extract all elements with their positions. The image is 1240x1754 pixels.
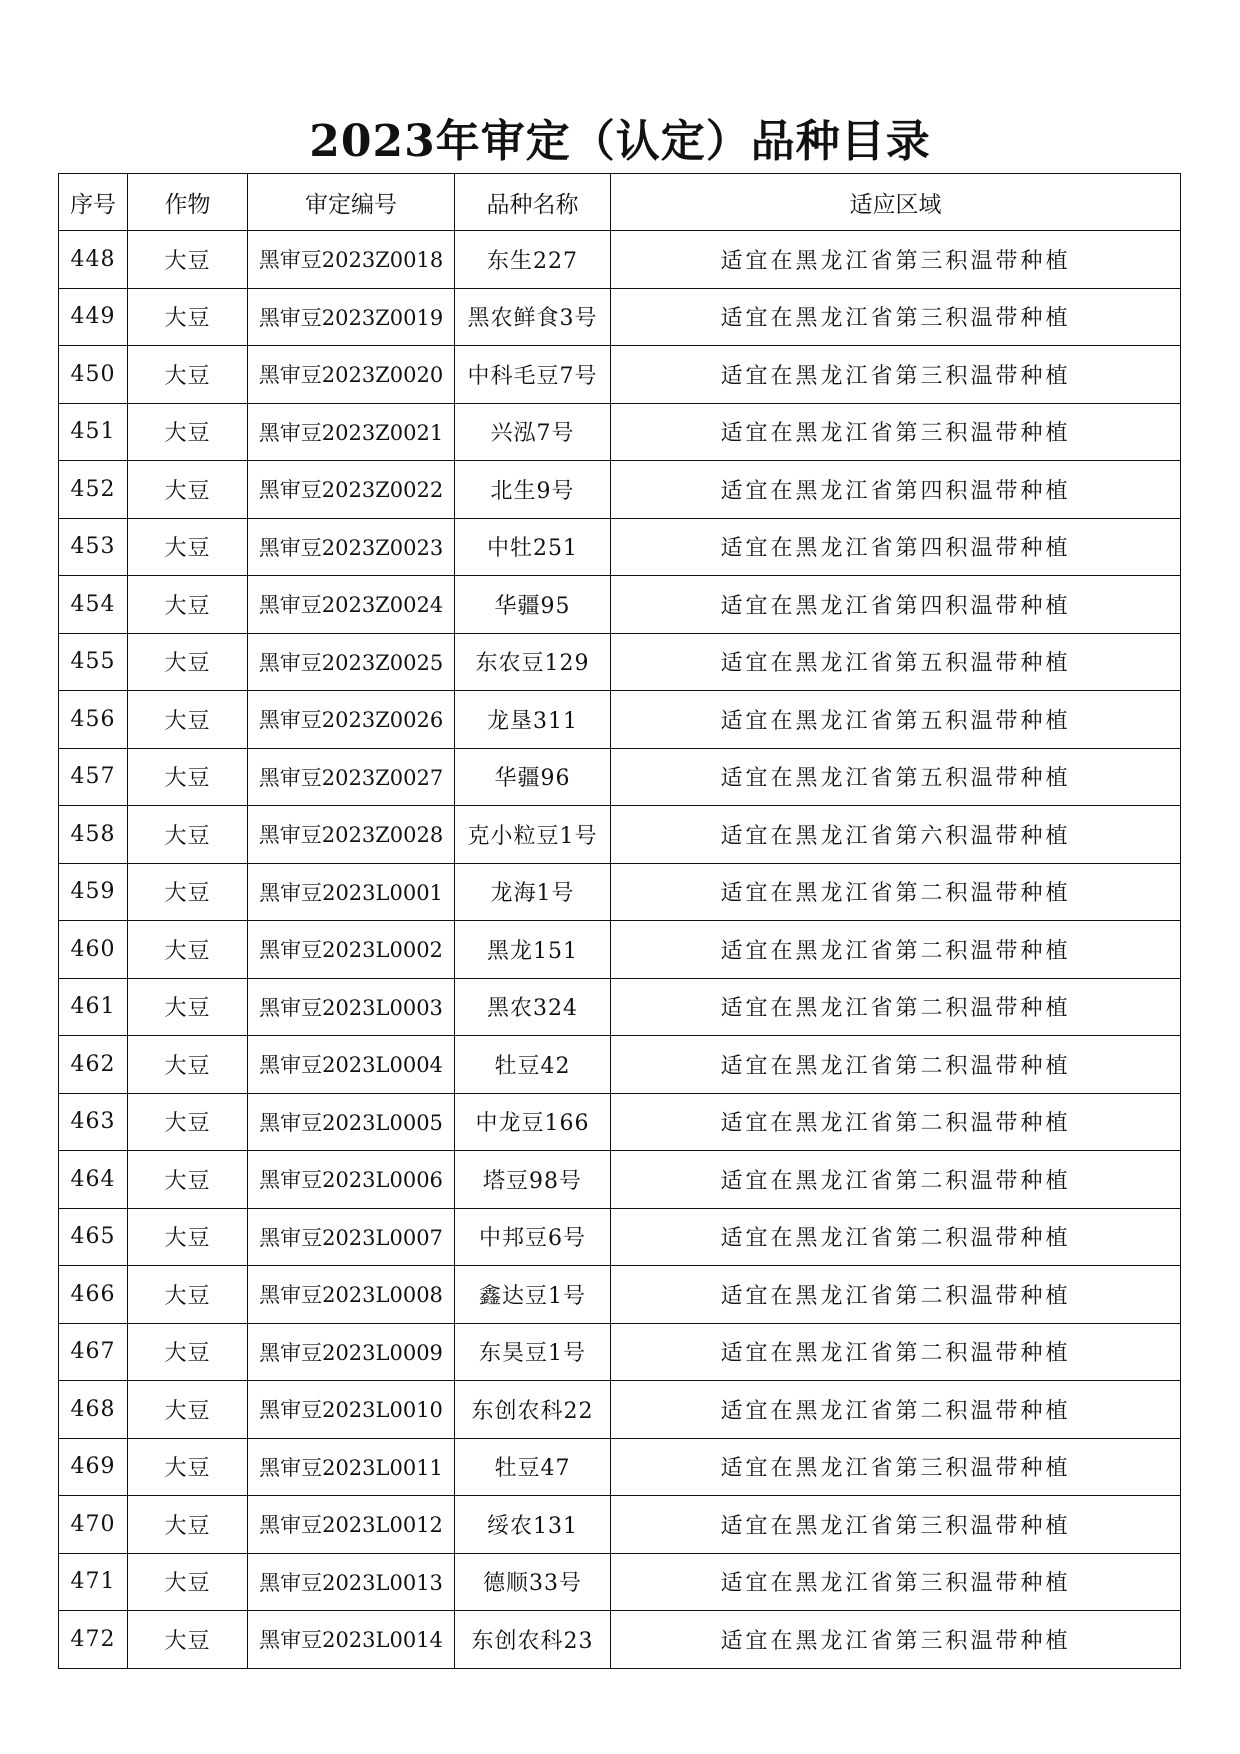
variety-catalog-table [58, 173, 1181, 1669]
cell-variety: 兴泓7号 [455, 403, 611, 461]
cell-crop: 大豆 [128, 518, 248, 576]
cell-code: 黑审豆2023Z0027 [248, 748, 455, 806]
cell-seq: 449 [59, 288, 128, 346]
cell-seq: 469 [59, 1438, 128, 1496]
cell-crop: 大豆 [128, 1496, 248, 1554]
cell-variety: 东创农科22 [455, 1381, 611, 1439]
cell-region: 适宜在黑龙江省第四积温带种植 [611, 461, 1181, 519]
page-title: 2023年审定（认定）品种目录 [309, 116, 931, 167]
cell-region: 适宜在黑龙江省第三积温带种植 [611, 288, 1181, 346]
cell-variety: 黑农324 [455, 978, 611, 1036]
cell-variety: 东农豆129 [455, 633, 611, 691]
cell-seq: 458 [59, 806, 128, 864]
cell-code: 黑审豆2023L0005 [248, 1093, 455, 1151]
cell-code: 黑审豆2023L0003 [248, 978, 455, 1036]
cell-crop: 大豆 [128, 633, 248, 691]
cell-region: 适宜在黑龙江省第二积温带种植 [611, 1323, 1181, 1381]
cell-region: 适宜在黑龙江省第五积温带种植 [611, 633, 1181, 691]
cell-crop: 大豆 [128, 863, 248, 921]
cell-region: 适宜在黑龙江省第三积温带种植 [611, 1438, 1181, 1496]
cell-crop: 大豆 [128, 921, 248, 979]
cell-seq: 451 [59, 403, 128, 461]
table-row [59, 518, 1181, 576]
cell-region: 适宜在黑龙江省第四积温带种植 [611, 576, 1181, 634]
cell-region: 适宜在黑龙江省第二积温带种植 [611, 863, 1181, 921]
table-row [59, 806, 1181, 864]
cell-code: 黑审豆2023L0010 [248, 1381, 455, 1439]
cell-variety: 牡豆47 [455, 1438, 611, 1496]
cell-code: 黑审豆2023Z0025 [248, 633, 455, 691]
cell-variety: 中科毛豆7号 [455, 346, 611, 404]
cell-variety: 绥农131 [455, 1496, 611, 1554]
header-region: 适应区域 [611, 174, 1181, 231]
cell-region: 适宜在黑龙江省第三积温带种植 [611, 346, 1181, 404]
cell-variety: 中邦豆6号 [455, 1208, 611, 1266]
cell-variety: 牡豆42 [455, 1036, 611, 1094]
cell-region: 适宜在黑龙江省第二积温带种植 [611, 921, 1181, 979]
cell-code: 黑审豆2023Z0026 [248, 691, 455, 749]
cell-variety: 东生227 [455, 231, 611, 289]
table-body [59, 231, 1181, 1669]
cell-seq: 455 [59, 633, 128, 691]
table-row [59, 978, 1181, 1036]
cell-code: 黑审豆2023L0014 [248, 1611, 455, 1669]
cell-seq: 457 [59, 748, 128, 806]
cell-variety: 北生9号 [455, 461, 611, 519]
cell-variety: 黑龙151 [455, 921, 611, 979]
cell-seq: 450 [59, 346, 128, 404]
cell-variety: 华疆95 [455, 576, 611, 634]
cell-region: 适宜在黑龙江省第五积温带种植 [611, 748, 1181, 806]
cell-seq: 453 [59, 518, 128, 576]
cell-variety: 克小粒豆1号 [455, 806, 611, 864]
cell-region: 适宜在黑龙江省第三积温带种植 [611, 1611, 1181, 1669]
table-row [59, 633, 1181, 691]
cell-region: 适宜在黑龙江省第三积温带种植 [611, 1496, 1181, 1554]
cell-region: 适宜在黑龙江省第五积温带种植 [611, 691, 1181, 749]
cell-seq: 464 [59, 1151, 128, 1209]
cell-crop: 大豆 [128, 978, 248, 1036]
header-variety: 品种名称 [455, 174, 611, 231]
cell-seq: 459 [59, 863, 128, 921]
cell-variety: 中龙豆166 [455, 1093, 611, 1151]
cell-region: 适宜在黑龙江省第三积温带种植 [611, 403, 1181, 461]
cell-variety: 塔豆98号 [455, 1151, 611, 1209]
cell-code: 黑审豆2023Z0028 [248, 806, 455, 864]
cell-seq: 456 [59, 691, 128, 749]
table-row [59, 346, 1181, 404]
table-row [59, 863, 1181, 921]
table-header-row [59, 174, 1181, 231]
cell-seq: 454 [59, 576, 128, 634]
cell-crop: 大豆 [128, 231, 248, 289]
table-row [59, 1093, 1181, 1151]
cell-code: 黑审豆2023L0001 [248, 863, 455, 921]
cell-code: 黑审豆2023Z0021 [248, 403, 455, 461]
cell-region: 适宜在黑龙江省第二积温带种植 [611, 1208, 1181, 1266]
table-row [59, 1208, 1181, 1266]
cell-code: 黑审豆2023L0004 [248, 1036, 455, 1094]
cell-seq: 470 [59, 1496, 128, 1554]
cell-code: 黑审豆2023L0012 [248, 1496, 455, 1554]
cell-variety: 龙垦311 [455, 691, 611, 749]
cell-variety: 东昊豆1号 [455, 1323, 611, 1381]
table-row [59, 1323, 1181, 1381]
cell-crop: 大豆 [128, 806, 248, 864]
cell-region: 适宜在黑龙江省第二积温带种植 [611, 1266, 1181, 1324]
cell-code: 黑审豆2023L0006 [248, 1151, 455, 1209]
cell-seq: 463 [59, 1093, 128, 1151]
cell-code: 黑审豆2023L0013 [248, 1553, 455, 1611]
header-seq: 序号 [59, 174, 128, 231]
cell-crop: 大豆 [128, 748, 248, 806]
cell-crop: 大豆 [128, 1208, 248, 1266]
cell-crop: 大豆 [128, 461, 248, 519]
cell-seq: 465 [59, 1208, 128, 1266]
table-row [59, 576, 1181, 634]
table-row [59, 1266, 1181, 1324]
table-row [59, 461, 1181, 519]
cell-variety: 德顺33号 [455, 1553, 611, 1611]
cell-crop: 大豆 [128, 403, 248, 461]
cell-crop: 大豆 [128, 1381, 248, 1439]
cell-region: 适宜在黑龙江省第二积温带种植 [611, 1151, 1181, 1209]
cell-region: 适宜在黑龙江省第四积温带种植 [611, 518, 1181, 576]
cell-seq: 466 [59, 1266, 128, 1324]
cell-variety: 华疆96 [455, 748, 611, 806]
table-row [59, 1496, 1181, 1554]
cell-crop: 大豆 [128, 288, 248, 346]
cell-region: 适宜在黑龙江省第二积温带种植 [611, 1093, 1181, 1151]
cell-code: 黑审豆2023Z0023 [248, 518, 455, 576]
cell-code: 黑审豆2023Z0019 [248, 288, 455, 346]
cell-variety: 黑农鲜食3号 [455, 288, 611, 346]
header-code: 审定编号 [248, 174, 455, 231]
table-row [59, 231, 1181, 289]
cell-code: 黑审豆2023L0008 [248, 1266, 455, 1324]
table-row [59, 288, 1181, 346]
cell-region: 适宜在黑龙江省第三积温带种植 [611, 1553, 1181, 1611]
cell-variety: 中牡251 [455, 518, 611, 576]
cell-code: 黑审豆2023Z0020 [248, 346, 455, 404]
cell-region: 适宜在黑龙江省第二积温带种植 [611, 1036, 1181, 1094]
table-row [59, 1381, 1181, 1439]
cell-code: 黑审豆2023L0009 [248, 1323, 455, 1381]
cell-crop: 大豆 [128, 691, 248, 749]
cell-seq: 452 [59, 461, 128, 519]
cell-crop: 大豆 [128, 1611, 248, 1669]
cell-code: 黑审豆2023Z0022 [248, 461, 455, 519]
cell-seq: 468 [59, 1381, 128, 1439]
table-row [59, 691, 1181, 749]
cell-seq: 472 [59, 1611, 128, 1669]
cell-crop: 大豆 [128, 1553, 248, 1611]
cell-crop: 大豆 [128, 1151, 248, 1209]
cell-crop: 大豆 [128, 1036, 248, 1094]
cell-seq: 460 [59, 921, 128, 979]
cell-region: 适宜在黑龙江省第三积温带种植 [611, 231, 1181, 289]
cell-crop: 大豆 [128, 1438, 248, 1496]
cell-variety: 东创农科23 [455, 1611, 611, 1669]
table-row [59, 748, 1181, 806]
table-row [59, 921, 1181, 979]
cell-crop: 大豆 [128, 576, 248, 634]
cell-code: 黑审豆2023Z0024 [248, 576, 455, 634]
table-row [59, 1553, 1181, 1611]
cell-region: 适宜在黑龙江省第六积温带种植 [611, 806, 1181, 864]
table-row [59, 1438, 1181, 1496]
header-crop: 作物 [128, 174, 248, 231]
cell-region: 适宜在黑龙江省第二积温带种植 [611, 1381, 1181, 1439]
cell-code: 黑审豆2023L0011 [248, 1438, 455, 1496]
table-row [59, 1151, 1181, 1209]
cell-seq: 448 [59, 231, 128, 289]
cell-seq: 461 [59, 978, 128, 1036]
cell-seq: 471 [59, 1553, 128, 1611]
cell-variety: 龙海1号 [455, 863, 611, 921]
cell-crop: 大豆 [128, 1266, 248, 1324]
cell-seq: 462 [59, 1036, 128, 1094]
table-row [59, 1036, 1181, 1094]
cell-code: 黑审豆2023Z0018 [248, 231, 455, 289]
cell-crop: 大豆 [128, 1093, 248, 1151]
cell-variety: 鑫达豆1号 [455, 1266, 611, 1324]
cell-crop: 大豆 [128, 346, 248, 404]
cell-code: 黑审豆2023L0002 [248, 921, 455, 979]
table-row [59, 403, 1181, 461]
table-row [59, 1611, 1181, 1669]
cell-seq: 467 [59, 1323, 128, 1381]
cell-region: 适宜在黑龙江省第二积温带种植 [611, 978, 1181, 1036]
cell-crop: 大豆 [128, 1323, 248, 1381]
cell-code: 黑审豆2023L0007 [248, 1208, 455, 1266]
